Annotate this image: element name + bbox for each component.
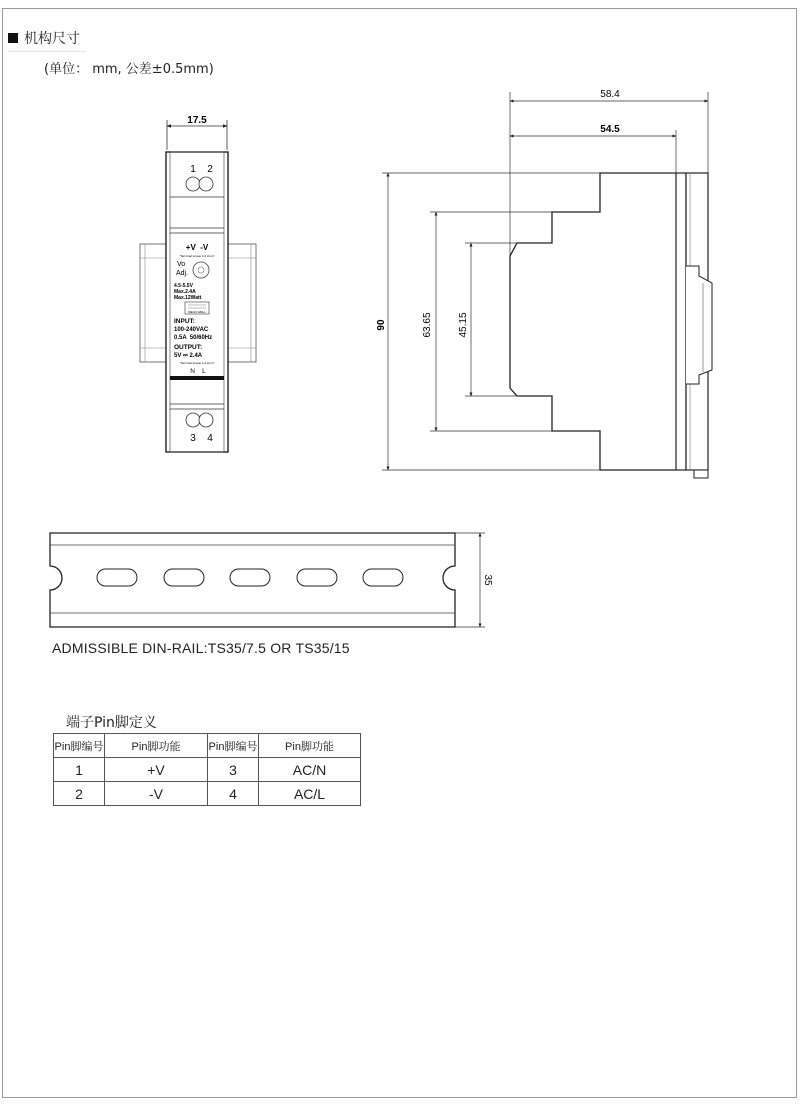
- top-pin-1: 1: [190, 164, 196, 175]
- pin-number: 3: [208, 758, 259, 782]
- bottom-pin-4: 4: [207, 433, 213, 444]
- pin-definition-table: [53, 733, 361, 806]
- dim-35: 35: [482, 574, 493, 586]
- dim-58-4: 58.4: [600, 89, 620, 100]
- label-nl: N L: [190, 368, 206, 375]
- header-pin-func-2: Pin脚功能: [259, 734, 361, 758]
- header-pin-func-1: Pin脚功能: [105, 734, 208, 758]
- dim-54-5: 54.5: [600, 124, 620, 135]
- label-pins-v: +V -V: [185, 243, 209, 252]
- label-input-v: 100-240VAC: [174, 327, 209, 333]
- pin-definition-title: 端子Pin脚定义: [66, 715, 157, 731]
- units-note: (单位： mm, 公差±0.5mm): [44, 62, 214, 77]
- pin-function: AC/N: [259, 758, 361, 782]
- pin-function: -V: [105, 782, 208, 806]
- pin-function: +V: [105, 758, 208, 782]
- din-rail-caption: ADMISSIBLE DIN-RAIL:TS35/7.5 OR TS35/15: [52, 640, 350, 656]
- label-output-v: 5V ⎓ 2.4A: [174, 353, 203, 359]
- dim-63-65: 63.65: [422, 312, 433, 338]
- top-pin-2: 2: [207, 164, 213, 175]
- dim-45-15: 45.15: [458, 312, 469, 338]
- label-input-a: 0.5A 50/60Hz: [174, 335, 213, 341]
- brand-text: MEAN WELL: [188, 310, 206, 314]
- label-vrange: 4.5-5.5V: [174, 283, 193, 289]
- dim-90: 90: [376, 319, 387, 331]
- din-rail: [50, 533, 493, 627]
- bottom-pin-3: 3: [190, 433, 196, 444]
- pin-function: AC/L: [259, 782, 361, 806]
- front-width-dim: 17.5: [187, 115, 207, 126]
- label-input-title: INPUT:: [174, 318, 195, 325]
- pin-number: 2: [54, 782, 105, 806]
- pin-number: 1: [54, 758, 105, 782]
- pin-number: 4: [208, 782, 259, 806]
- front-view: [140, 115, 256, 452]
- label-max-a: Max.2.4A: [174, 289, 196, 295]
- table-row: [54, 758, 361, 782]
- table-header-row: [54, 734, 361, 758]
- header-pin-no-1: Pin脚编号: [54, 734, 105, 758]
- table-row: [54, 782, 361, 806]
- side-view: [376, 89, 712, 478]
- label-output-title: OUTPUT:: [174, 344, 203, 351]
- header-pin-no-2: Pin脚编号: [208, 734, 259, 758]
- label-adj: Adj.: [176, 270, 189, 277]
- label-max-w: Max.12Watt: [174, 295, 202, 301]
- label-torque2: "Terminal torque 4.4 Lb-in": [179, 361, 215, 365]
- section-title-text: 机构尺寸: [24, 31, 80, 47]
- label-vo: Vo: [177, 261, 186, 268]
- label-torque: "Terminal torque 4.4 Lb-in": [179, 254, 215, 258]
